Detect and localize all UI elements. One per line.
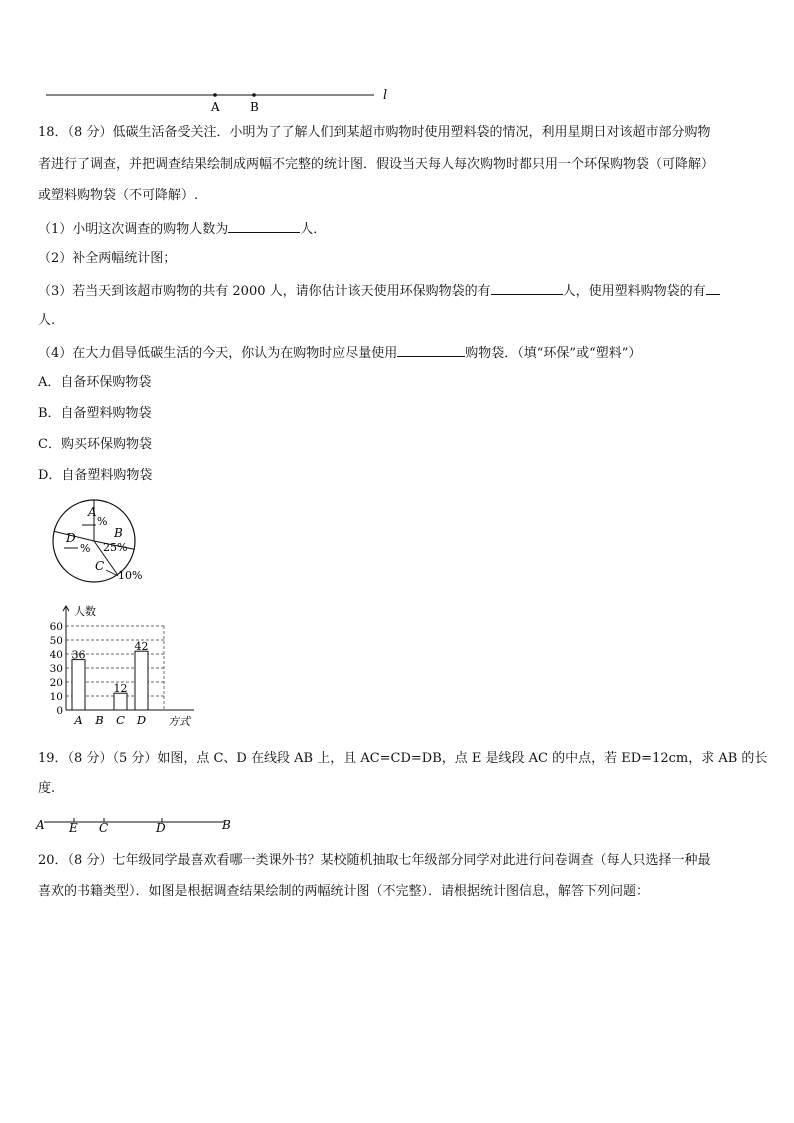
q18-option-c: C．购买环保购物袋 [38, 437, 152, 452]
q18-part1 [38, 218, 326, 240]
q18-option-b: B．自备塑料购物袋 [38, 406, 152, 421]
q18-part3-text: （3）若当天到该超市购物的共有 2000 人，请你估计该天使用环保购物袋的有 [38, 284, 491, 299]
q19-point-c: C [99, 821, 109, 835]
q19-point-a: A [36, 818, 45, 832]
q19-stem-line2: 度. [38, 781, 56, 796]
bar-x-title: 方式 [168, 715, 190, 728]
pie-label-c: C [95, 559, 105, 573]
bar-a [72, 660, 85, 710]
bar-ytick-50: 50 [49, 635, 63, 647]
bar-c [114, 693, 127, 710]
pie-chart [44, 497, 174, 589]
bar-ytick-20: 20 [49, 677, 63, 689]
q19-point-d: D [156, 821, 166, 835]
q18-part3 [38, 280, 720, 302]
pie-pct-d: % [80, 542, 91, 555]
pie-pct-b: 25% [103, 541, 128, 554]
q18-part4 [38, 342, 641, 364]
q18-part4-text: （4）在大力倡导低碳生活的今天，你认为在购物时应尽量使用 [38, 346, 398, 361]
q18-part3-text2: 人，使用塑料购物袋的有 [562, 284, 706, 299]
bar-xtick-d: D [136, 713, 147, 727]
q18-part3-blank2 [706, 280, 720, 295]
pie-label-a: A [88, 505, 97, 519]
q19-stem-line1: 19．（8 分）（5 分）如图，点 C、D 在线段 AB 上，且 AC=CD=DB，点 E 是线段 AC 的中点，若 ED=12cm，求 AB 的长 [38, 751, 768, 766]
point-b-label: B [250, 100, 259, 114]
bar-value-label-d: 42 [134, 640, 149, 654]
bar-xtick-c: C [116, 713, 125, 727]
pie-pct-a: % [97, 515, 108, 528]
bar-d [135, 651, 148, 710]
bar-xtick-b: B [95, 713, 104, 727]
bar-value-label-c: 12 [113, 682, 128, 696]
bar-xtick-a: A [74, 713, 83, 727]
bar-value-label-a: 36 [71, 648, 86, 662]
q18-part1-unit: 人． [300, 222, 327, 237]
q18-part2: （2）补全两幅统计图； [38, 251, 177, 266]
q18-part1-blank [228, 218, 300, 233]
q18-part1-text: （1）小明这次调查的购物人数为 [38, 222, 229, 237]
bar-ticks [50, 621, 149, 727]
q19-point-b: B [222, 818, 231, 832]
q18-stem-line3: 或塑料购物袋（不可降解）. [38, 188, 199, 203]
bar-chart [40, 603, 200, 733]
q18-stem-line2: 者进行了调查，并把调查结果绘制成两幅不完整的统计图．假设当天每人每次购物时都只用一个环保购物袋（可降解） [38, 157, 715, 172]
q18-stem-line1: 18．（8 分）低碳生活备受关注．小明为了了解人们到某超市购物时使用塑料袋的情况，利用星期日对该超市部分购物 [38, 125, 711, 140]
pie-label-d: D [66, 531, 76, 545]
q20-stem-line1: 20．（8 分）七年级同学最喜欢看哪一类课外书？某校随机抽取七年级部分同学对此进行问卷调查（每人只选择一种最 [38, 853, 711, 868]
pie-pct-c: 10% [118, 569, 143, 582]
q20-stem-line2: 喜欢的书籍类型）．如图是根据调查结果绘制的两幅统计图（不完整）．请根据统计图信息，解答下列问题： [38, 884, 650, 899]
q18-option-d: D．自备塑料购物袋 [38, 468, 153, 483]
point-a-label: A [211, 100, 220, 114]
q18-part4-blank [397, 342, 465, 357]
q18-part4-text2: 购物袋．（填“环保”或“塑料”） [465, 346, 642, 361]
line-l-label: l [383, 88, 388, 103]
bar-ytick-0: 0 [56, 705, 63, 717]
bar-ytick-40: 40 [49, 649, 63, 661]
top-number-line [40, 82, 400, 114]
point-b-dot [252, 93, 256, 97]
q18-part3-end: 人. [38, 313, 56, 328]
bar-ytick-10: 10 [49, 691, 63, 703]
point-a-dot [213, 93, 217, 97]
q19-segment-figure [34, 812, 244, 838]
bar-ytick-30: 30 [49, 663, 63, 675]
bar-ytick-60: 60 [49, 621, 63, 633]
q18-option-a: A．自备环保购物袋 [38, 375, 152, 390]
q19-point-e: E [69, 821, 78, 835]
pie-label-b: B [114, 526, 123, 540]
bar-y-title: 人数 [74, 605, 96, 618]
q18-part3-blank1 [491, 280, 563, 295]
